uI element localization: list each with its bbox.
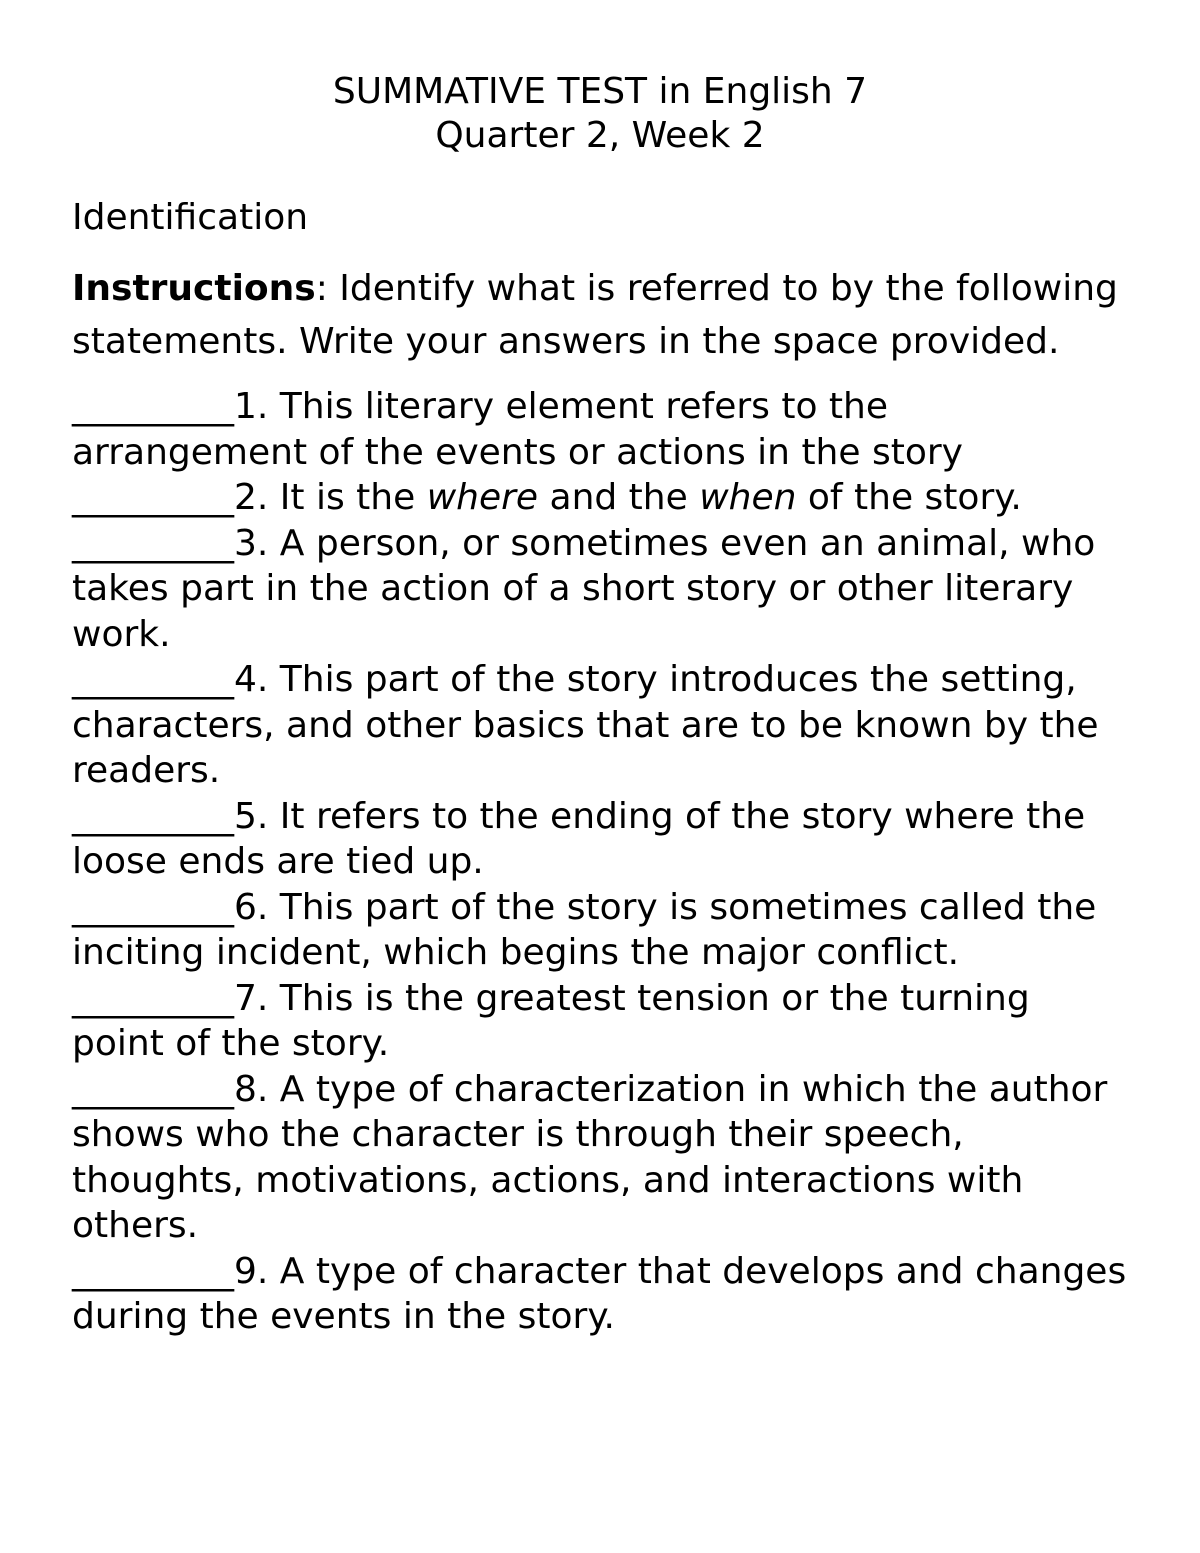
question-item-5 — [72, 794, 1132, 885]
question-text: 5. It refers to the ending of the story where the loose ends are tied up. — [72, 795, 1086, 882]
question-text: 6. This part of the story is sometimes called the inciting incident, which begins the major conflict. — [72, 886, 1097, 973]
question-text-mid: and the — [538, 477, 700, 518]
answer-blank: _________ — [72, 522, 234, 564]
question-item-2 — [72, 475, 1132, 521]
instructions-paragraph — [72, 262, 1132, 368]
answer-blank: _________ — [72, 659, 234, 700]
question-text-pre: 2. It is the — [234, 477, 427, 518]
answer-blank: _________ — [72, 1250, 234, 1292]
document-page — [72, 70, 1132, 1340]
answer-blank: _________ — [72, 477, 234, 518]
question-text: 9. A type of character that develops and changes during the events in the story. — [72, 1250, 1127, 1337]
question-text: 4. This part of the story introduces the setting, characters, and other basics that are to be known by the readers. — [72, 659, 1099, 791]
question-item-6 — [72, 885, 1132, 976]
question-text: 1. This literary element refers to the arrangement of the events or actions in the story — [72, 386, 963, 473]
answer-blank: _________ — [72, 977, 234, 1019]
question-text: 7. This is the greatest tension or the turning point of the story. — [72, 977, 1030, 1064]
document-title: SUMMATIVE TEST in English 7 — [332, 71, 868, 112]
instructions-label: Instructions — [72, 268, 316, 309]
section-heading: Identification — [72, 197, 309, 238]
answer-blank: _________ — [72, 795, 234, 837]
document-subtitle: Quarter 2, Week 2 — [435, 115, 765, 156]
question-item-3 — [72, 521, 1132, 658]
answer-blank: _________ — [72, 386, 234, 427]
question-emphasis-when: when — [699, 477, 797, 518]
question-item-9 — [72, 1249, 1132, 1340]
question-item-1 — [72, 384, 1132, 475]
question-text-post: of the story. — [796, 477, 1022, 518]
question-text: 8. A type of characterization in which the author shows who the character is through their speech, thoughts, motivations, actions, and interactions with others. — [72, 1068, 1108, 1246]
question-text: 3. A person, or sometimes even an animal, who takes part in the action of a short story or other literary work. — [72, 522, 1096, 655]
instructions-text: : Identify what is referred to by the following statements. Write your answers in the space provided. — [72, 268, 1118, 362]
answer-blank: _________ — [72, 1068, 234, 1110]
question-emphasis-where: where — [426, 477, 539, 518]
title-block — [72, 70, 1128, 158]
question-item-8 — [72, 1067, 1132, 1249]
answer-blank: _________ — [72, 886, 234, 928]
question-item-7 — [72, 976, 1132, 1067]
question-item-4 — [72, 657, 1132, 794]
question-list — [72, 384, 1132, 1340]
